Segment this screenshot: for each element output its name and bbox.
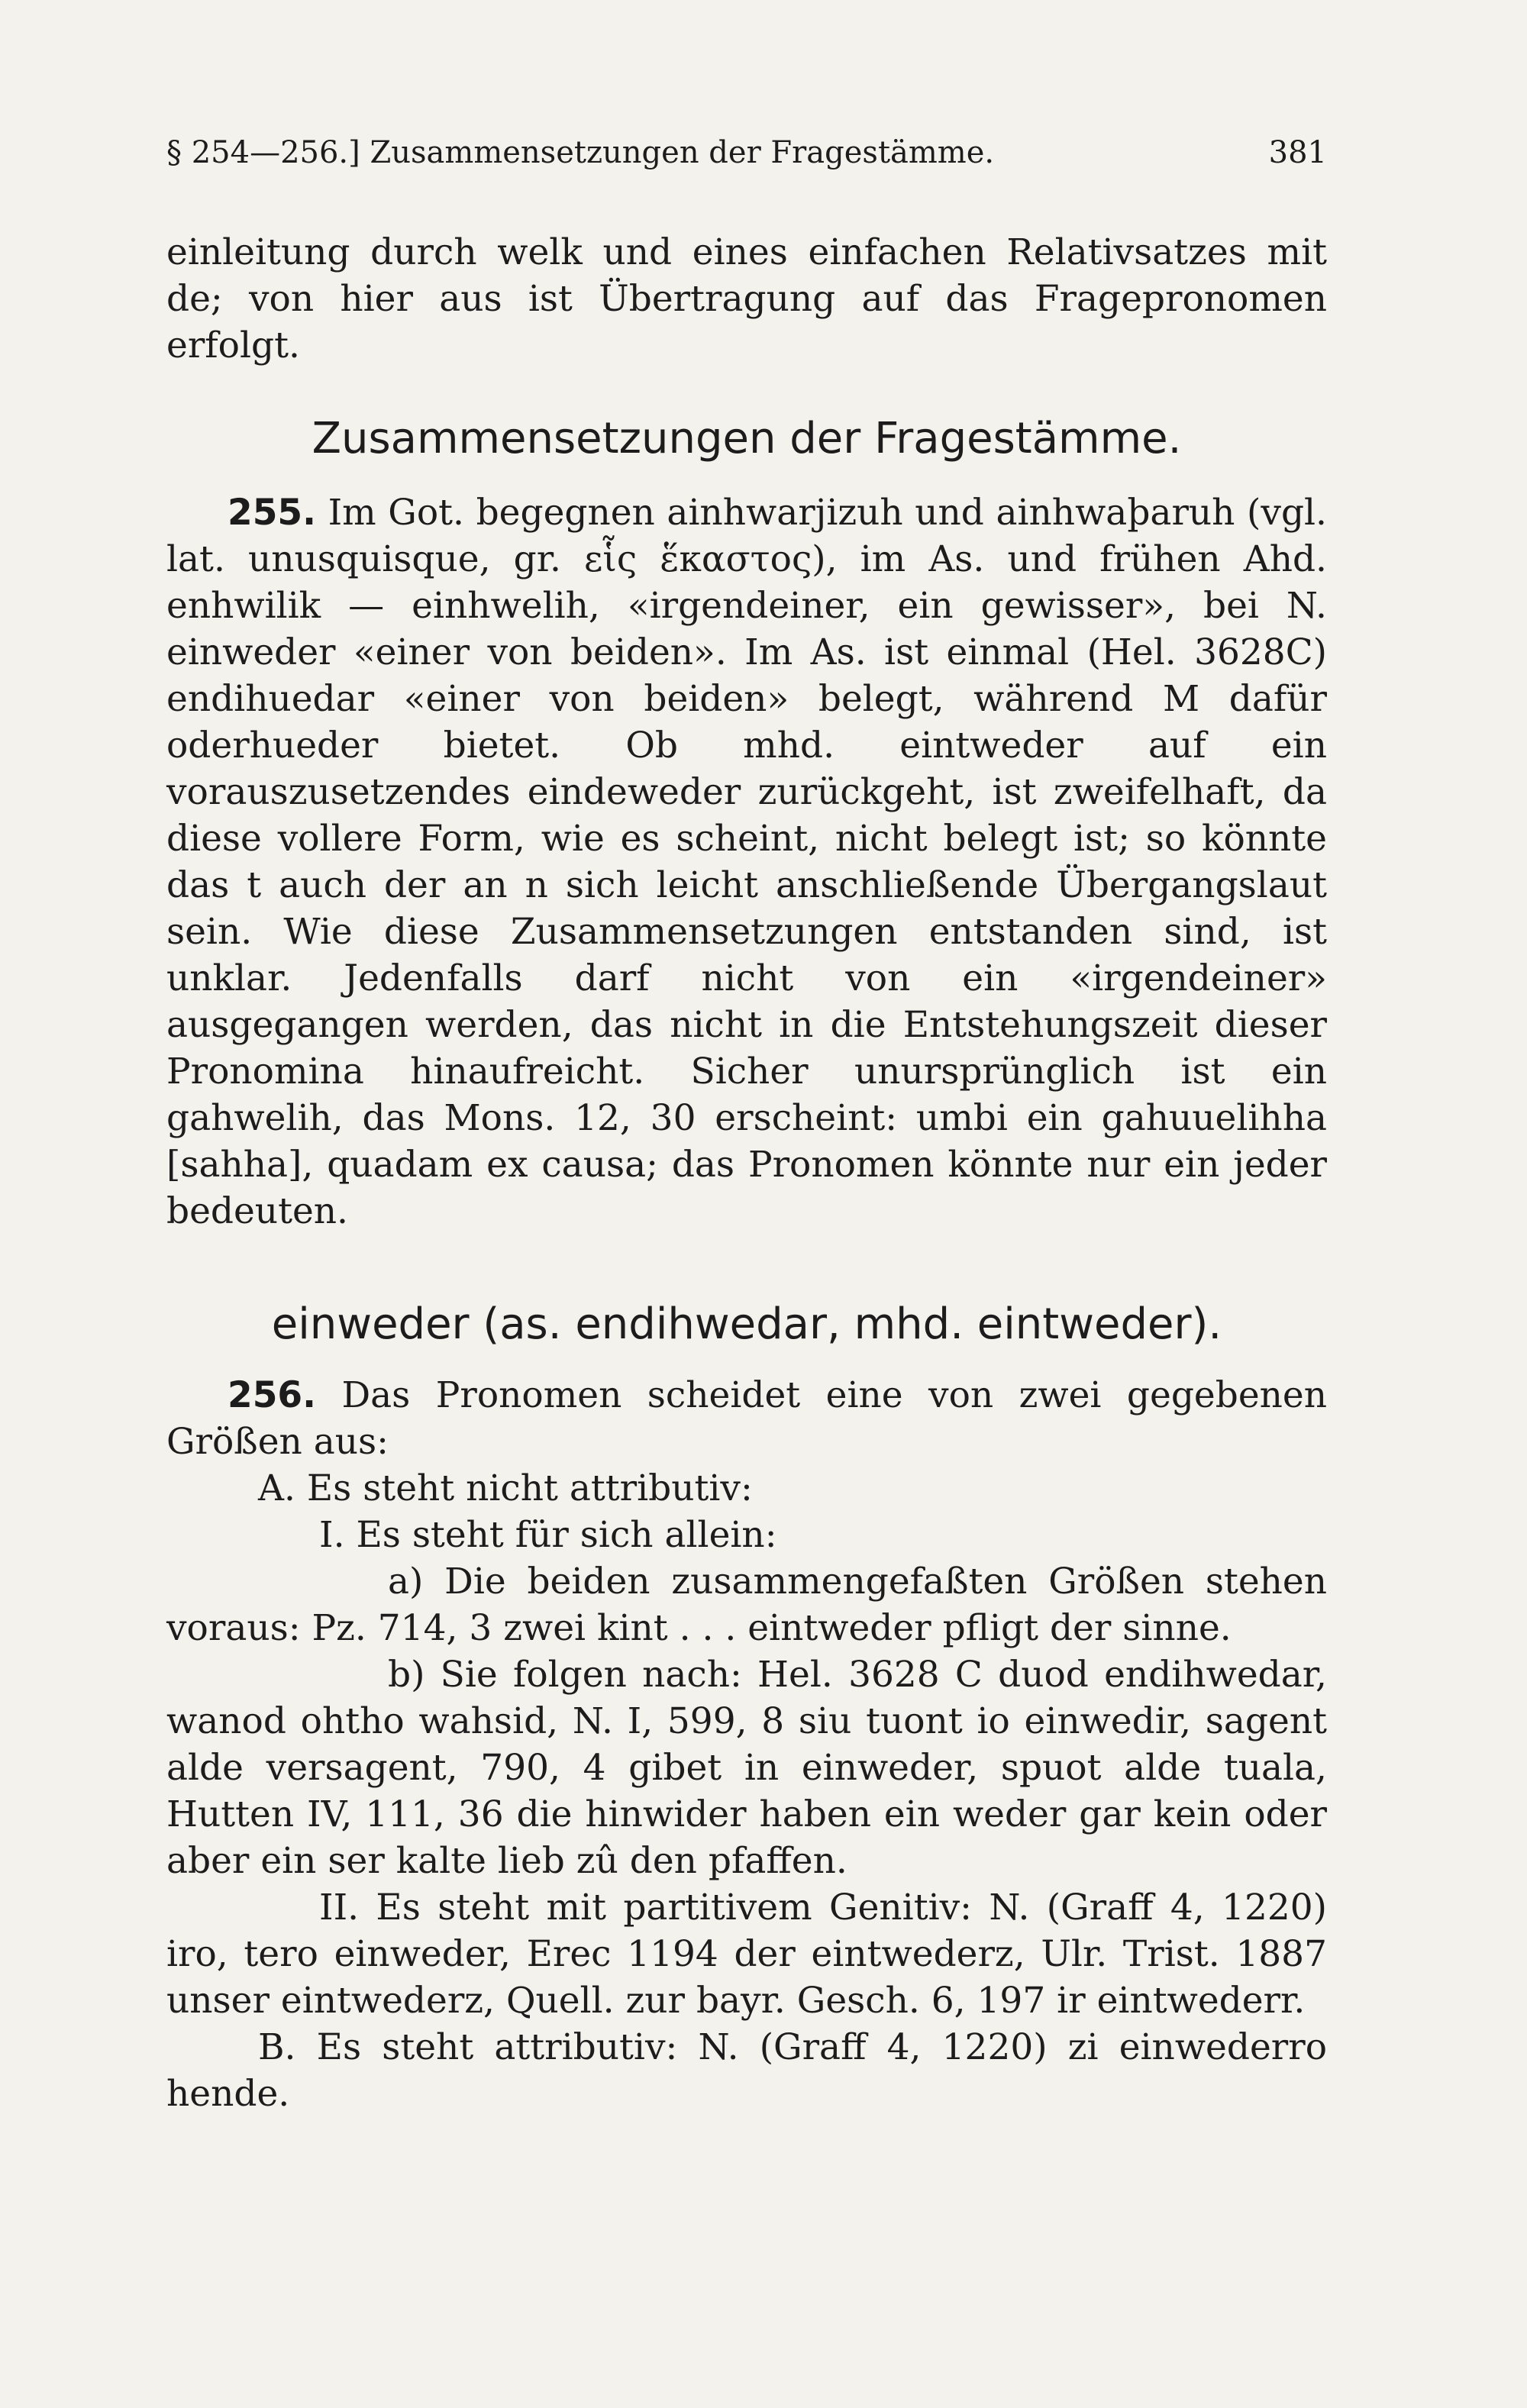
section-heading-2: einweder (as. endihwedar, mhd. eintweder). xyxy=(271,1299,1222,1349)
subsection-roman-2: II. Es steht mit partitivem Genitiv: N. (Graff 4, 1220) iro, tero einweder, Erec 1194 der eintwederz, Ulr. Trist. 1887 unser eintwederz, Quell. zur bayr. Gesch. 6, 197 ir eintwederr. xyxy=(166,1887,1327,2022)
subsection-a-upper: A. Es steht nicht attributiv: xyxy=(258,1467,753,1509)
paragraph-256 xyxy=(166,1372,1327,1465)
header-left xyxy=(166,131,994,174)
subsection-b-lower: b) Sie folgen nach: Hel. 3628 C duod endihwedar, wanod ohtho wahsid, N. I, 599, 8 siu tuont io einwedir, sagent alde versagent, 790, 4 gibet in einweder, spuot alde tuala, Hutten IV, 111, 36 die hinwider haben ein weder gar kein oder aber ein ser kalte lieb zû den pfaffen. xyxy=(166,1654,1327,1882)
running-title: Zusammensetzungen der Fragestämme. xyxy=(370,135,995,170)
subsection-roman-1: I. Es steht für sich allein: xyxy=(319,1514,777,1556)
paragraph-255-text: Im Got. begegnen ainhwarjizuh und ainhwaþaruh (vgl. lat. unusquisque, gr. εἷς ἕκαστος), im As. und frühen Ahd. enhwilik — einhwelih, «irgendeiner, ein gewisser», bei N. einweder «einer von beiden». Im As. ist einmal (Hel. 3628C) endihuedar «einer von beiden» belegt, während M dafür oderhueder bietet. Ob mhd. eintweder auf ein vorauszusetzendes eindeweder zurückgeht, ist zweifelhaft, da diese vollere Form, wie es scheint, nicht belegt ist; so könnte das t auch der an n sich leicht anschließende Übergangslaut sein. Wie diese Zusammensetzungen entstanden sind, ist unklar. Jedenfalls darf nicht von ein «irgendeiner» ausgegangen werden, das nicht in die Entstehungszeit dieser Pronomina hinaufreicht. Sicher unursprünglich ist ein gahwelih, das Mons. 12, 30 erscheint: umbi ein gahuuelihha [sahha], quadam ex causa; das Pronomen könnte nur ein jeder bedeuten. xyxy=(166,492,1327,1232)
section-range: § 254—256.] xyxy=(166,135,360,170)
page-number: 381 xyxy=(1268,135,1327,170)
paragraph-255 xyxy=(166,489,1327,1235)
section-heading-1: Zusammensetzungen der Fragestämme. xyxy=(312,414,1182,463)
section-number-256: 256. xyxy=(228,1374,316,1416)
subsection-b-upper: B. Es steht attributiv: N. (Graff 4, 1220) zi einwederro hende. xyxy=(166,2026,1327,2115)
intro-paragraph: einleitung durch welk und eines einfachen Relativsatzes mit de; von hier aus ist Übertragung auf das Fragepronomen erfolgt. xyxy=(166,231,1327,366)
subsection-a-lower: a) Die beiden zusammengefaßten Größen stehen voraus: Pz. 714, 3 zwei kint . . . eintweder pfligt der sinne. xyxy=(166,1561,1327,1649)
paragraph-256-text: Das Pronomen scheidet eine von zwei gegebenen Größen aus: xyxy=(166,1374,1327,1463)
section-number-255: 255. xyxy=(228,492,316,534)
body-text xyxy=(166,229,1327,2117)
